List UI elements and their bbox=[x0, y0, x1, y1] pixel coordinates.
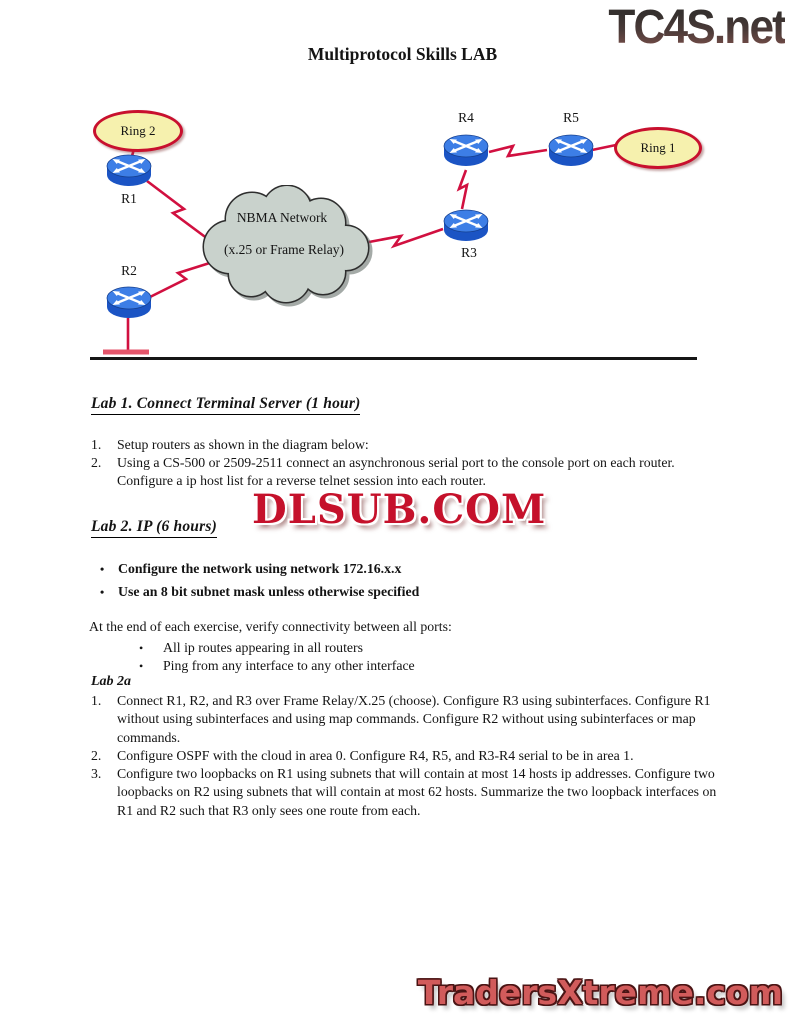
dlsub-watermark: DLSUB.COM bbox=[252, 486, 547, 533]
link-r4-r3 bbox=[459, 170, 467, 209]
cloud-label-line1: NBMA Network bbox=[236, 210, 328, 225]
list-number: 1. bbox=[91, 437, 102, 452]
list-number: 2. bbox=[91, 748, 102, 763]
list-number: 2. bbox=[91, 455, 102, 470]
bullet-icon: • bbox=[100, 585, 105, 599]
page-title: Multiprotocol Skills LAB bbox=[307, 44, 498, 64]
network-diagram bbox=[0, 90, 791, 380]
bullet-text: All ip routes appearing in all routers bbox=[163, 640, 364, 655]
tc4s-watermark: TC4S.net bbox=[608, 1, 785, 54]
bullet-icon: • bbox=[139, 641, 144, 655]
router-r4-label: R4 bbox=[458, 110, 474, 125]
cloud-label-line2: (x.25 or Frame Relay) bbox=[224, 242, 344, 257]
router-r5-icon bbox=[548, 134, 594, 168]
ring-2-label: Ring 2 bbox=[120, 123, 156, 138]
router-r2-icon bbox=[106, 286, 152, 320]
router-r4-icon bbox=[443, 134, 489, 168]
list-number: 3. bbox=[91, 766, 102, 781]
ring-1-label: Ring 1 bbox=[640, 140, 676, 155]
router-r1-icon bbox=[106, 154, 152, 188]
lab2a-heading: Lab 2a bbox=[91, 674, 132, 689]
horizontal-rule bbox=[90, 357, 697, 360]
verify-intro: At the end of each exercise, verify connectivity between all ports: bbox=[89, 619, 452, 634]
lab2-item-3 bbox=[91, 765, 717, 820]
lab2-item-2 bbox=[91, 747, 717, 765]
bullet-text: Use an 8 bit subnet mask unless otherwise specified bbox=[118, 584, 420, 599]
list-item-text: Connect R1, R2, and R3 over Frame Relay/X.25 (choose). Configure R3 using subinterfaces. Configure R1 without using subinterfaces and using map commands. Configure R2 without using subinterfaces or map commands. bbox=[117, 693, 711, 745]
ring-2 bbox=[93, 110, 183, 152]
list-item-text: Using a CS-500 or 2509-2511 connect an asynchronous serial port to the console port on each router. Configure a ip host list for a reverse telnet session into each router. bbox=[117, 455, 675, 489]
lab2-item-1 bbox=[91, 692, 717, 747]
list-number: 1. bbox=[91, 693, 102, 708]
lab1-item-1 bbox=[91, 436, 717, 454]
verify-bullet-1 bbox=[139, 639, 363, 657]
traders-watermark: TradersXtreme.com bbox=[417, 973, 783, 1012]
router-r1-label: R1 bbox=[121, 191, 137, 206]
list-item-text: Setup routers as shown in the diagram below: bbox=[117, 437, 369, 452]
bullet-icon: • bbox=[100, 562, 105, 576]
lab2-bullet-1 bbox=[100, 560, 401, 578]
lab1-item-2 bbox=[91, 454, 717, 491]
list-item-text: Configure two loopbacks on R1 using subnets that will contain at most 14 hosts ip addresses. Configure two loopbacks on R2 using subnets that will contain at most 62 hosts. Summarize the two loopback interfaces on R1 and R2 such that R3 only sees one route from each. bbox=[117, 766, 717, 818]
lab2-bullet-2 bbox=[100, 583, 419, 601]
router-r5-label: R5 bbox=[563, 110, 579, 125]
router-r2-label: R2 bbox=[121, 263, 137, 278]
link-r5-ring1 bbox=[592, 145, 616, 150]
bullet-text: Configure the network using network 172.16.x.x bbox=[118, 561, 402, 576]
ring-1 bbox=[614, 127, 702, 169]
bullet-icon: • bbox=[139, 659, 144, 673]
router-r3-icon bbox=[443, 209, 489, 243]
bullet-text: Ping from any interface to any other interface bbox=[163, 658, 415, 673]
verify-bullet-2 bbox=[139, 657, 415, 675]
lab1-heading: Lab 1. Connect Terminal Server (1 hour) bbox=[91, 395, 360, 415]
router-r3-label: R3 bbox=[461, 245, 477, 260]
link-r4-r5 bbox=[489, 146, 547, 156]
list-item-text: Configure OSPF with the cloud in area 0. Configure R4, R5, and R3-R4 serial to be in area 1. bbox=[117, 748, 634, 763]
lab2-heading: Lab 2. IP (6 hours) bbox=[91, 518, 217, 538]
